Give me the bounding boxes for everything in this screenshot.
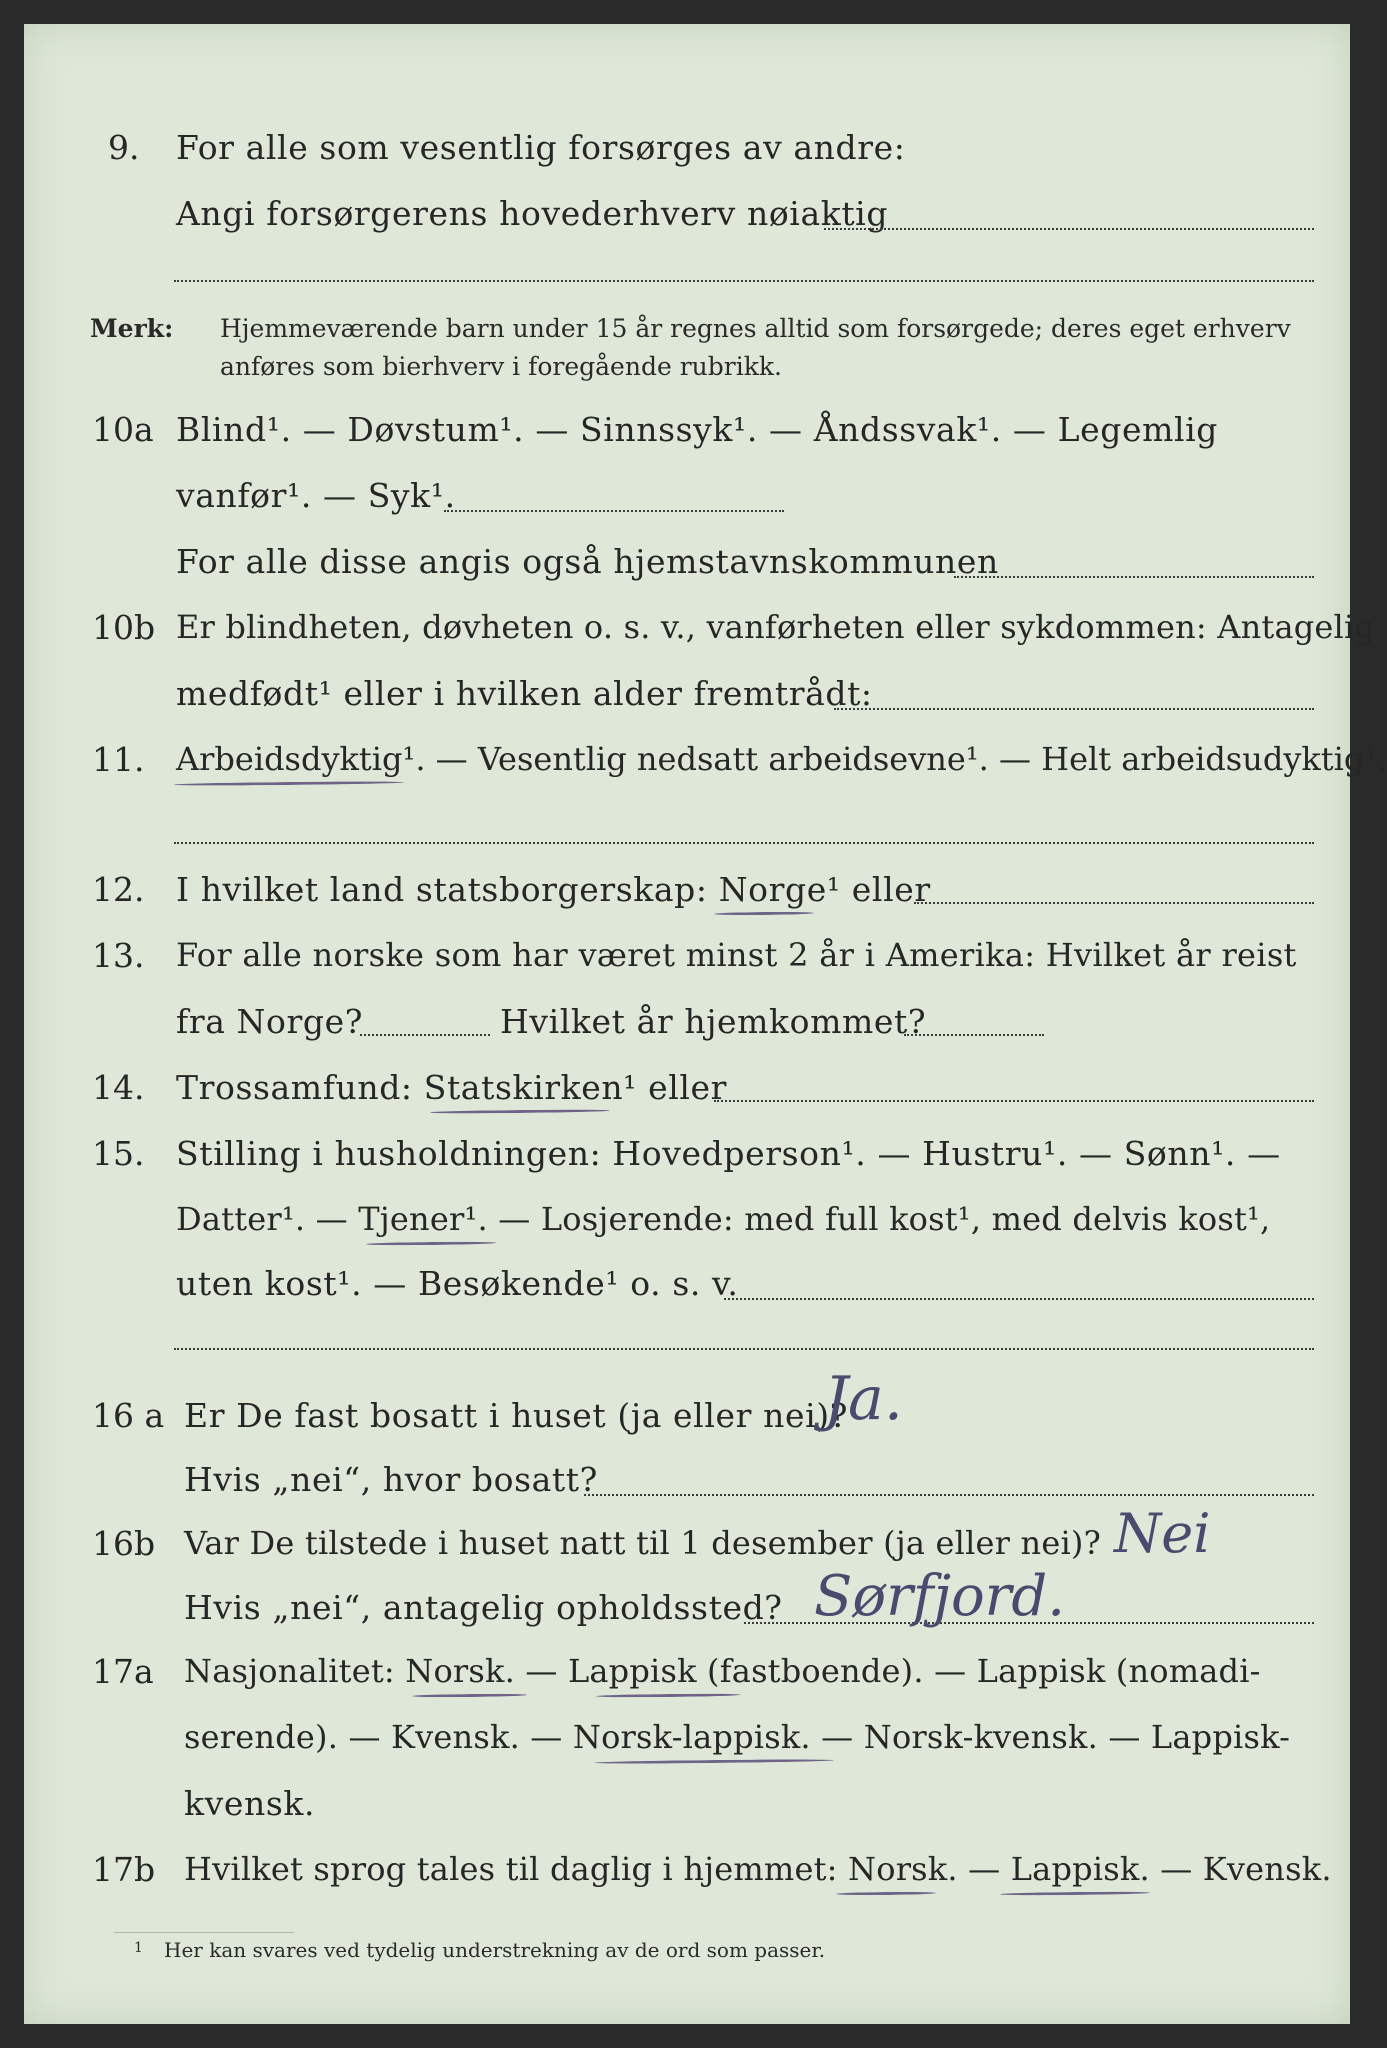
q17a-number: 17a (92, 1652, 154, 1691)
q17a-line2: serende). — Kvensk. — Norsk-lappisk. — Norsk-kvensk. — Lappisk- (184, 1718, 1291, 1756)
q9-number: 9. (108, 128, 140, 167)
q13-number: 13. (92, 936, 145, 975)
q14-underline-statskirken (430, 1109, 610, 1114)
q10a-line1: Blind¹. — Døvstum¹. — Sinnssyk¹. — Åndssvak¹. — Legemlig (176, 410, 1219, 449)
q13-line2b: Hvilket år hjemkommet? (500, 1002, 927, 1041)
q13-line2a: fra Norge? (176, 1002, 364, 1041)
q15-underline-tjener (366, 1241, 496, 1245)
q15-number: 15. (92, 1134, 145, 1173)
q15-answer-line[interactable] (724, 1298, 1314, 1300)
footnote-rule (114, 1932, 294, 1933)
q15-answer-line-2[interactable] (174, 1348, 1314, 1350)
merk-label: Merk: (90, 314, 174, 343)
q10b-line2: medfødt¹ eller i hvilken alder fremtrådt: (176, 674, 873, 713)
q10b-answer-line[interactable] (834, 708, 1314, 710)
q13-hjemkommet-line[interactable] (904, 1034, 1044, 1036)
q14-answer-line[interactable] (714, 1100, 1314, 1102)
q14-line1: Trossamfund: Statskirken¹ eller (176, 1068, 728, 1107)
q10a-syk-line[interactable] (444, 510, 784, 512)
merk-line2: anføres som bierhverv i foregående rubrikk. (220, 352, 782, 381)
q10a-line2: vanfør¹. — Syk¹. (176, 476, 456, 515)
q17b-line1: Hvilket sprog tales til daglig i hjemmet: Norsk. — Lappisk. — Kvensk. (184, 1850, 1332, 1888)
q14-number: 14. (92, 1068, 145, 1107)
q16b-number: 16b (92, 1524, 156, 1563)
q13-reist-line[interactable] (360, 1034, 490, 1036)
q16b-handwritten-place: Sørfjord. (814, 1564, 1066, 1629)
q13-line1: For alle norske som har været minst 2 år i Amerika: Hvilket år reist (176, 936, 1297, 974)
q12-underline-norge (714, 911, 814, 915)
q9-answer-line[interactable] (824, 228, 1314, 230)
q11-answer-line[interactable] (174, 842, 1314, 844)
q10b-number: 10b (92, 608, 156, 647)
q10a-line3: For alle disse angis også hjemstavnskommunen (176, 542, 999, 581)
footnote-text: Her kan svares ved tydelig understrekning av de ord som passer. (164, 1938, 826, 1962)
q11-underline-arbeidsdyktig (174, 781, 404, 786)
census-form-page (24, 24, 1387, 2024)
footnote-mark: 1 (134, 1940, 143, 1956)
q16b-handwritten-answer: Nei (1114, 1502, 1211, 1565)
q17a-underline-lappisk (596, 1693, 741, 1698)
q10a-number: 10a (92, 410, 154, 449)
q15-line2: Datter¹. — Tjener¹. — Losjerende: med full kost¹, med delvis kost¹, (176, 1200, 1271, 1238)
q12-answer-line[interactable] (914, 902, 1314, 904)
q12-line1: I hvilket land statsborgerskap: Norge¹ eller (176, 870, 931, 909)
q16a-number: 16 a (92, 1396, 165, 1435)
q12-number: 12. (92, 870, 145, 909)
q17b-underline-norsk (836, 1891, 936, 1895)
q16a-line2: Hvis „nei“, hvor bosatt? (184, 1460, 598, 1499)
q11-number: 11. (92, 740, 145, 779)
q15-line1: Stilling i husholdningen: Hovedperson¹. — Hustru¹. — Sønn¹. — (176, 1134, 1281, 1173)
q16a-bosatt-line[interactable] (584, 1494, 1314, 1496)
q9-line2: Angi forsørgerens hovederhverv nøiaktig (176, 194, 889, 233)
q17a-underline-norsk (412, 1693, 527, 1697)
q17b-underline-lappisk (1000, 1891, 1150, 1896)
q9-answer-line-2[interactable] (174, 280, 1314, 282)
q17a-line3: kvensk. (184, 1784, 316, 1823)
q17a-underline-norsk-lappisk (594, 1759, 834, 1765)
q10a-hjemstavn-line[interactable] (954, 576, 1314, 578)
q16a-handwritten-answer: Ja. (824, 1364, 903, 1434)
q16b-line1: Var De tilstede i huset natt til 1 desember (ja eller nei)? (184, 1524, 1101, 1562)
q11-line1: Arbeidsdyktig¹. — Vesentlig nedsatt arbeidsevne¹. — Helt arbeidsudyktig¹. (176, 740, 1387, 778)
q16b-line2: Hvis „nei“, antagelig opholdssted? (184, 1588, 783, 1627)
merk-line1: Hjemmeværende barn under 15 år regnes alltid som forsørgede; deres eget erhverv (220, 314, 1291, 343)
q17b-number: 17b (92, 1850, 156, 1889)
q16a-line1: Er De fast bosatt i huset (ja eller nei)? (184, 1396, 848, 1435)
q9-line1: For alle som vesentlig forsørges av andre: (176, 128, 906, 167)
q10b-line1: Er blindheten, døvheten o. s. v., vanførheten eller sykdommen: Antagelig (176, 608, 1376, 646)
q17a-line1: Nasjonalitet: Norsk. — Lappisk (fastboende). — Lappisk (nomadi- (184, 1652, 1261, 1690)
q15-line3: uten kost¹. — Besøkende¹ o. s. v. (176, 1264, 739, 1303)
